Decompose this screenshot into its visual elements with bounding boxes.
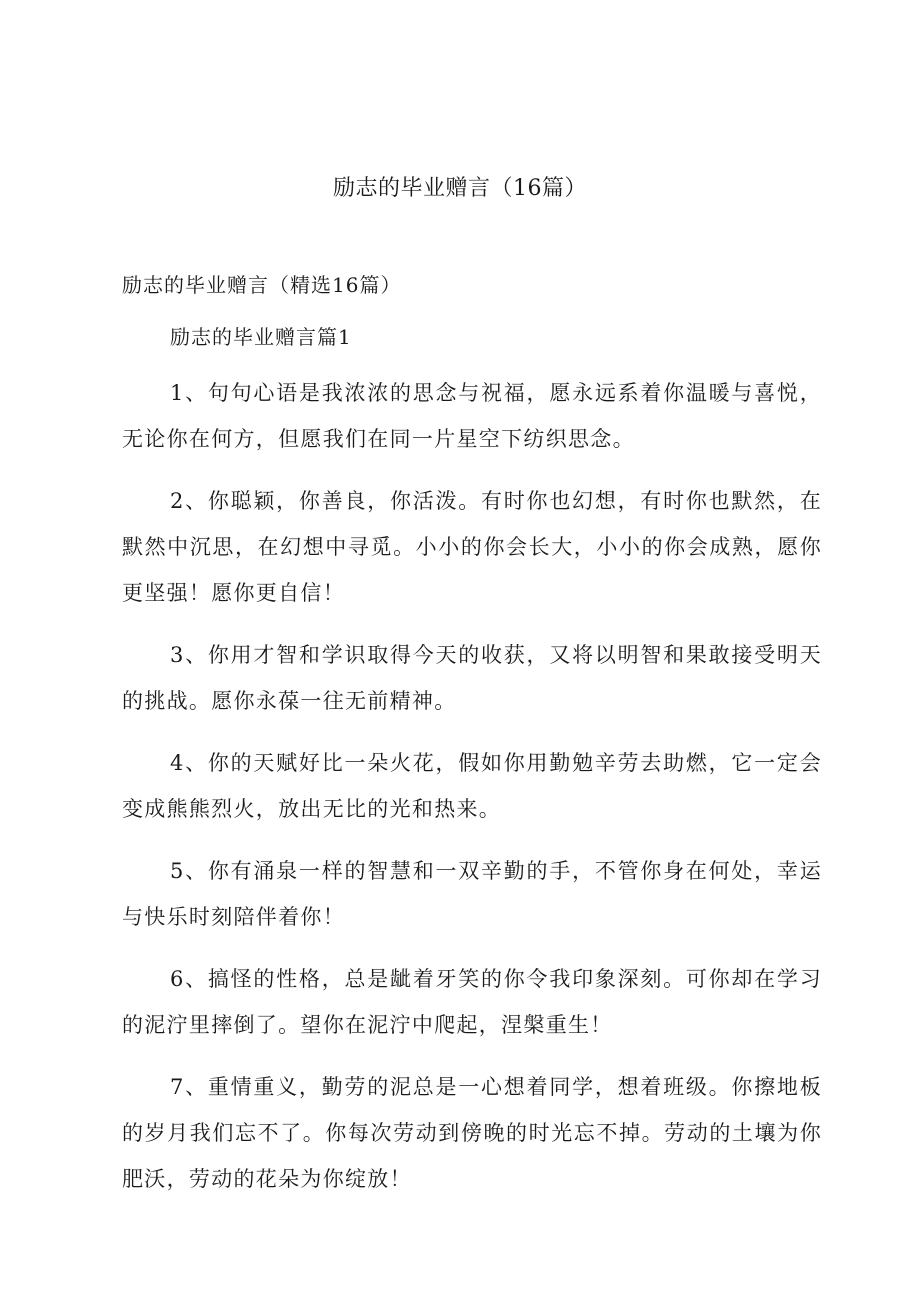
entry-4: 4、你的天赋好比一朵火花，假如你用勤勉辛劳去助燃，它一定会变成熊熊烈火，放出无比的光和热来。 (122, 751, 822, 821)
entry-3: 3、你用才智和学识取得今天的收获，又将以明智和果敢接受明天的挑战。愿你永葆一往无前精神。 (122, 643, 822, 713)
entry-6: 6、搞怪的性格，总是龇着牙笑的你令我印象深刻。可你却在学习的泥泞里摔倒了。望你在泥泞中爬起，涅槃重生！ (122, 967, 822, 1037)
entry-5: 5、你有涌泉一样的智慧和一双辛勤的手，不管你身在何处，幸运与快乐时刻陪伴着你！ (122, 859, 822, 929)
section-heading: 励志的毕业赠言篇1 (170, 325, 352, 349)
entry-2: 2、你聪颖，你善良，你活泼。有时你也幻想，有时你也默然，在默然中沉思，在幻想中寻觅。小小的你会长大，小小的你会成熟，愿你更坚强！愿你更自信！ (122, 489, 822, 605)
entry-1: 1、句句心语是我浓浓的思念与祝福，愿永远系着你温暖与喜悦，无论你在何方，但愿我们在同一片星空下纺织思念。 (122, 381, 822, 451)
document-title: 励志的毕业赠言（16篇） (333, 176, 587, 201)
document-subtitle: 励志的毕业赠言（精选16篇） (122, 273, 402, 297)
document-body (122, 268, 822, 1202)
entry-7: 7、重情重义，勤劳的泥总是一心想着同学，想着班级。你擦地板的岁月我们忘不了。你每次劳动到傍晚的时光忘不掉。劳动的土壤为你肥沃，劳动的花朵为你绽放！ (122, 1075, 822, 1191)
